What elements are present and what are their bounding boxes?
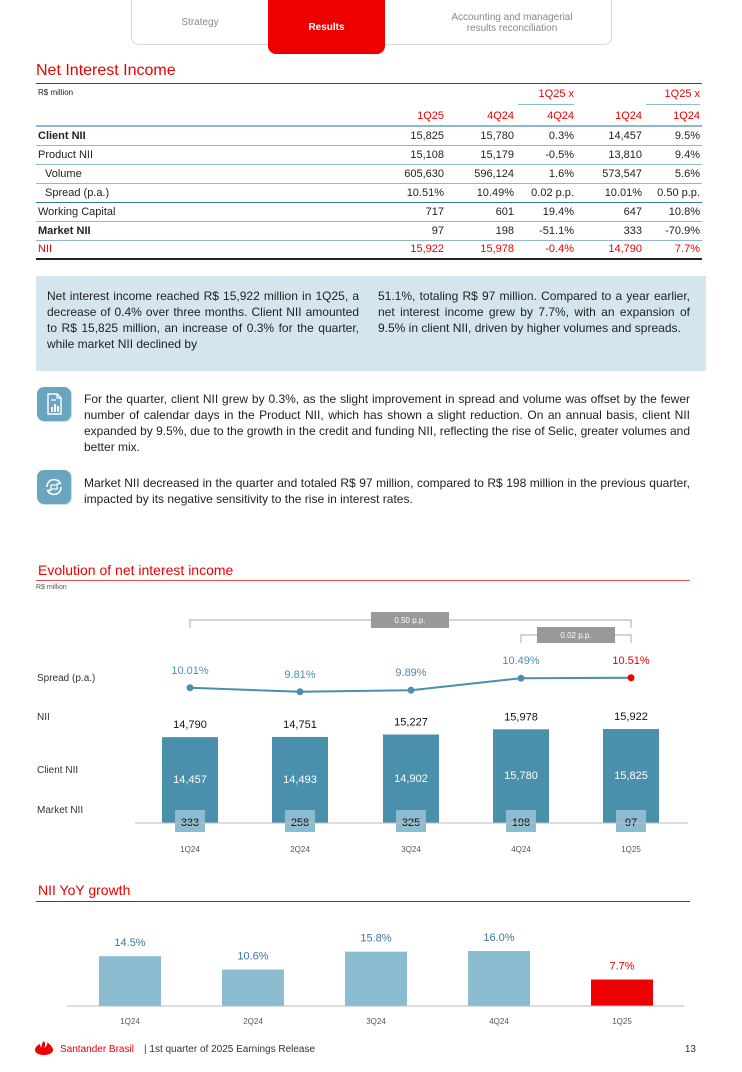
table-row — [36, 202, 702, 221]
cell: 13,810 — [576, 145, 644, 164]
client-nii-label: 14,457 — [173, 774, 207, 787]
cell: 14,790 — [576, 240, 644, 259]
spread-point — [518, 675, 525, 682]
chart-unit-label: R$ million — [36, 584, 67, 591]
table-row — [36, 183, 702, 202]
yoy-bar — [345, 952, 407, 1006]
spread-point-label: 10.01% — [171, 664, 209, 677]
row-label: Working Capital — [36, 202, 366, 221]
chart-title: NII YoY growth — [38, 882, 131, 898]
cell: 10.8% — [644, 202, 702, 221]
cell: -0.5% — [516, 145, 576, 164]
yoy-bar-label: 16.0% — [483, 932, 515, 944]
yoy-bar-label: 15.8% — [360, 932, 392, 945]
nii-yoy-chart — [0, 905, 742, 1030]
cell: 573,547 — [576, 164, 644, 183]
tab-strategy[interactable]: Strategy — [181, 17, 219, 28]
col-header — [644, 86, 702, 126]
nii-total-label: 14,790 — [173, 719, 207, 732]
nii-total-label: 15,978 — [504, 711, 538, 724]
cell: 10.51% — [366, 183, 446, 202]
spread-point — [187, 684, 194, 691]
x-tick-label: 1Q24 — [180, 845, 200, 854]
spread-point — [297, 688, 304, 695]
client-nii-label: 15,825 — [614, 770, 648, 783]
chart-title-rule — [36, 901, 690, 902]
x-tick-label: 3Q24 — [401, 845, 421, 854]
cell: -51.1% — [516, 221, 576, 240]
summary-text-left: Net interest income reached R$ 15,922 million in 1Q25, a decrease of 0.4% over three months. Client NII amounted to R$ 15,825 million, an increase of 0.3% for the quarter, while market NII declined by — [47, 289, 359, 351]
cell: 596,124 — [446, 164, 516, 183]
tab-accounting-reconciliation[interactable]: Accounting and managerial results reconciliation — [451, 11, 573, 34]
yoy-bar — [591, 980, 653, 1006]
spread-point — [628, 674, 635, 681]
market-nii-label: 97 — [624, 817, 638, 829]
annotation-label: 0.50 p.p. — [394, 616, 426, 625]
cell: 10.01% — [576, 183, 644, 202]
nii-evolution-chart — [0, 600, 742, 870]
series-label-spread: Spread (p.a.) — [37, 673, 96, 684]
col-header-bottom: 4Q24 — [518, 104, 574, 122]
nii-total-label: 15,227 — [394, 716, 428, 729]
client-nii-label: 14,493 — [283, 773, 317, 786]
client-nii-label: 15,780 — [504, 770, 538, 783]
col-header: 1Q25 — [366, 86, 446, 126]
cell: 15,780 — [446, 126, 516, 145]
cell: 717 — [366, 202, 446, 221]
cell: 0.3% — [516, 126, 576, 145]
spread-point-label: 10.51% — [612, 654, 650, 667]
spread-point-label: 9.89% — [395, 667, 427, 680]
x-tick-label: 4Q24 — [511, 845, 531, 854]
page-title: Net Interest Income — [36, 62, 176, 79]
spread-point-label: 10.49% — [502, 655, 540, 668]
cell: 647 — [576, 202, 644, 221]
spread-point-label: 9.81% — [284, 668, 316, 681]
tab-results[interactable]: Results — [268, 0, 385, 54]
chart-title-rule — [36, 580, 690, 581]
x-tick-label: 1Q25 — [612, 1017, 632, 1026]
cell: 97 — [366, 221, 446, 240]
section-tabs — [131, 0, 612, 45]
cell: 9.4% — [644, 145, 702, 164]
table-row — [36, 164, 702, 183]
yoy-bar — [468, 951, 530, 1006]
cell: 15,978 — [446, 240, 516, 259]
cell: 0.02 p.p. — [516, 183, 576, 202]
chart-title: Evolution of net interest income — [38, 562, 234, 578]
x-tick-label: 3Q24 — [366, 1017, 386, 1026]
col-header: 1Q24 — [576, 86, 644, 126]
client-nii-label: 14,902 — [394, 772, 428, 785]
cell: 9.5% — [644, 126, 702, 145]
unit-label: R$ million — [36, 86, 366, 126]
col-header-top: 1Q25 x — [664, 88, 700, 100]
bullet-text: Market NII decreased in the quarter and totaled R$ 97 million, compared to R$ 198 million in the previous quarter, impacted by its negative sensitivity to the rise in interest rates. — [84, 476, 690, 506]
table-header — [36, 86, 702, 126]
row-label: NII — [36, 240, 366, 259]
spread-point — [408, 687, 415, 694]
yoy-bar-label: 10.6% — [237, 950, 269, 963]
nii-total-label: 15,922 — [614, 711, 648, 724]
summary-box — [36, 276, 706, 371]
series-label-market: Market NII — [37, 805, 84, 816]
cell: 5.6% — [644, 164, 702, 183]
col-header — [516, 86, 576, 126]
footer-text: | 1st quarter of 2025 Earnings Release — [144, 1044, 316, 1055]
row-label: Client NII — [36, 126, 366, 145]
cell: -70.9% — [644, 221, 702, 240]
row-label: Volume — [36, 164, 366, 183]
footer — [34, 1041, 696, 1057]
table-row — [36, 126, 702, 145]
cell: 10.49% — [446, 183, 516, 202]
document-chart-icon — [37, 387, 71, 421]
cell: 15,922 — [366, 240, 446, 259]
yoy-bar-label: 7.7% — [609, 960, 635, 973]
cell: 15,179 — [446, 145, 516, 164]
market-cycle-icon — [37, 470, 71, 504]
cell: 601 — [446, 202, 516, 221]
market-nii-label: 325 — [401, 817, 421, 829]
cell: 333 — [576, 221, 644, 240]
row-label: Product NII — [36, 145, 366, 164]
market-nii-label: 333 — [180, 817, 200, 829]
nii-total-label: 14,751 — [283, 718, 317, 731]
bullet-text: For the quarter, client NII grew by 0.3%, as the slight improvement in spread and volume was offset by the fewer number of calendar days in the Product NII, which has shown a slight reduction. On an annual basis, client NII expanded by 9.5%, due to the growth in the credit and funding NII, reflecting the rise of Selic, greater volumes and better mix. — [84, 392, 690, 454]
row-label: Spread (p.a.) — [36, 183, 366, 202]
series-label-nii: NII — [37, 712, 50, 723]
x-tick-label: 1Q24 — [120, 1017, 140, 1026]
col-header-top: 1Q25 x — [538, 88, 574, 100]
cell: 0.50 p.p. — [644, 183, 702, 202]
cell: 15,825 — [366, 126, 446, 145]
cell: 14,457 — [576, 126, 644, 145]
table-row-total — [36, 240, 702, 259]
cell: 605,630 — [366, 164, 446, 183]
yoy-bar-label: 14.5% — [114, 937, 146, 950]
table-row — [36, 221, 702, 240]
yoy-bar — [222, 970, 284, 1006]
title-rule — [36, 83, 702, 84]
table-row — [36, 145, 702, 164]
cell: 198 — [446, 221, 516, 240]
col-header-bottom: 1Q24 — [646, 104, 700, 122]
nii-table — [36, 86, 702, 260]
market-nii-label: 258 — [290, 817, 310, 829]
x-tick-label: 4Q24 — [489, 1017, 509, 1026]
col-header: 4Q24 — [446, 86, 516, 126]
santander-flame-icon — [34, 1041, 54, 1055]
x-tick-label: 2Q24 — [290, 845, 310, 854]
cell: 19.4% — [516, 202, 576, 221]
market-nii-label: 198 — [511, 817, 531, 829]
series-label-client: Client NII — [37, 765, 79, 776]
yoy-bar — [99, 956, 161, 1006]
cell: 1.6% — [516, 164, 576, 183]
cell: 7.7% — [644, 240, 702, 259]
row-label: Market NII — [36, 221, 366, 240]
annotation-label: 0.02 p.p. — [560, 631, 592, 640]
cell: 15,108 — [366, 145, 446, 164]
footer-brand: Santander Brasil — [60, 1044, 134, 1055]
x-tick-label: 1Q25 — [621, 845, 641, 854]
summary-text-right: 51.1%, totaling R$ 97 million. Compared to a year earlier, net interest income grew by 7.7%, with an expansion of 9.5% in client NII, driven by higher volumes and spreads. — [378, 289, 690, 335]
x-tick-label: 2Q24 — [243, 1017, 263, 1026]
cell: -0.4% — [516, 240, 576, 259]
page-number: 13 — [684, 1044, 696, 1055]
